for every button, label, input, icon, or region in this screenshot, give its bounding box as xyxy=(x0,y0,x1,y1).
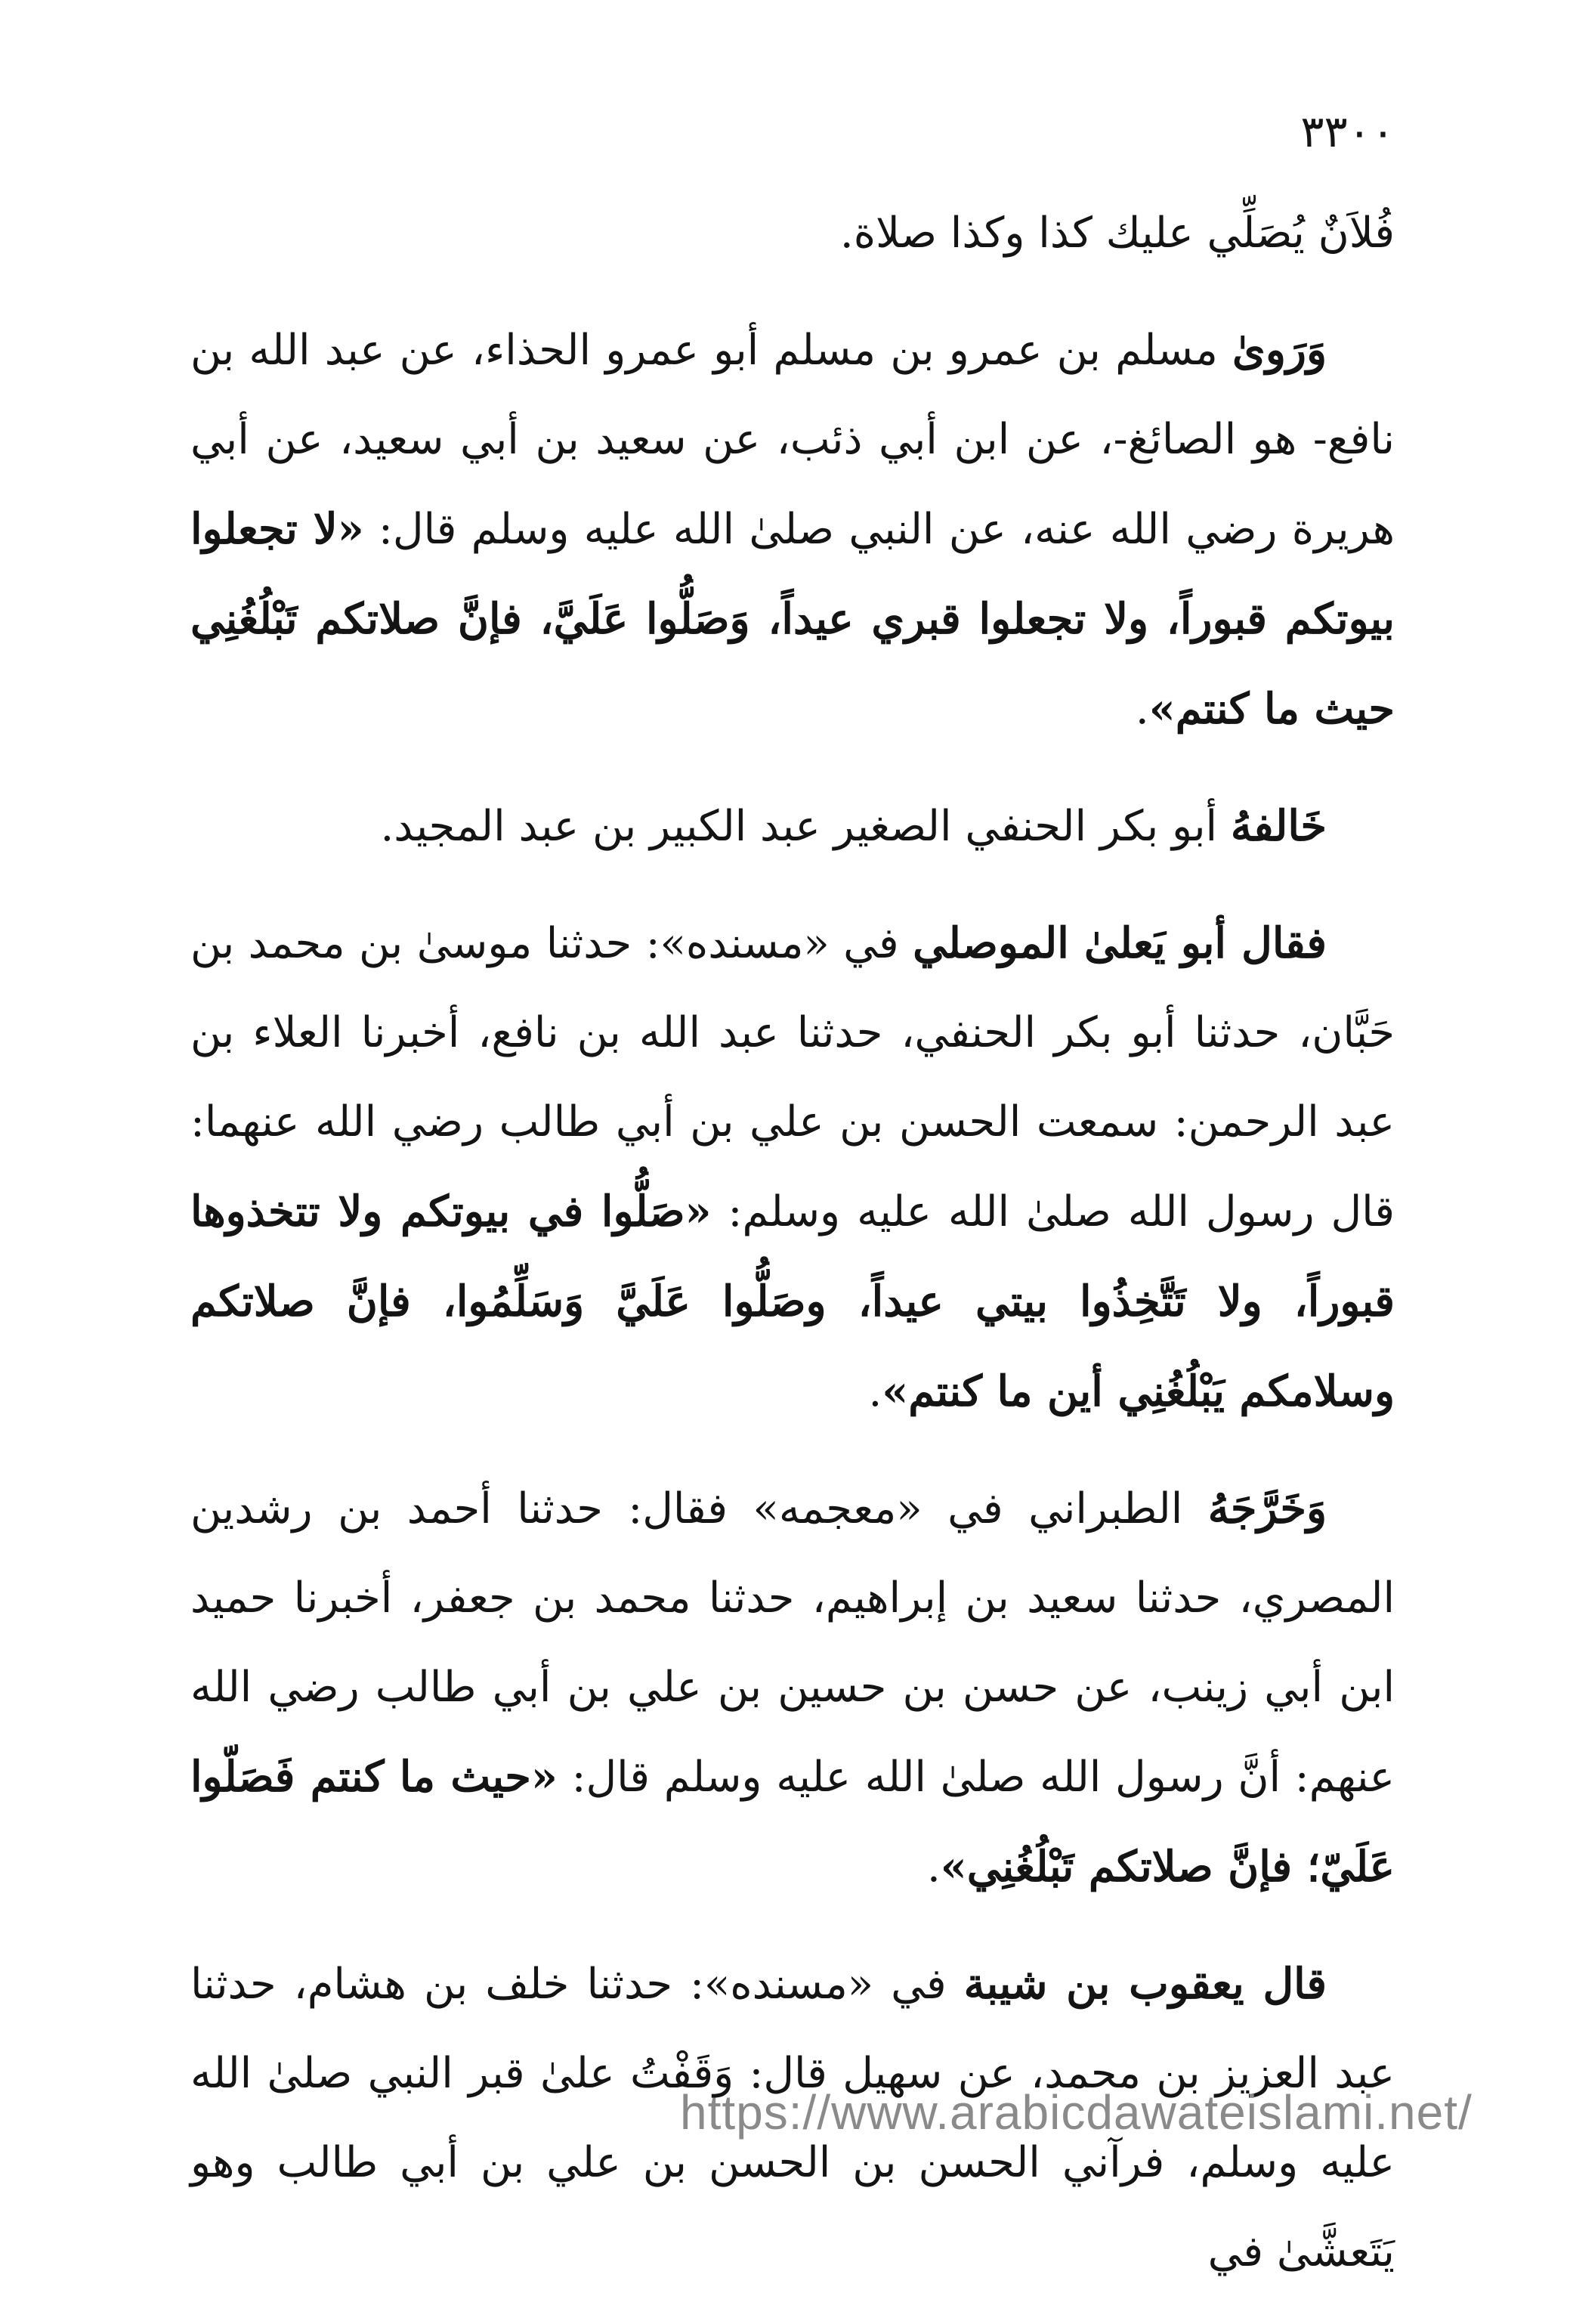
text-segment: الطبراني في «معجمه» فقال: حدثنا أحمد بن رشدين المصري، حدثنا سعيد بن إبراهيم، حدثنا محمد بن جعفر، أخبرنا حميد ابن أبي زينب، عن حسن بن حسين بن علي بن أبي طالب رضي الله عنهم: أنَّ رسول الله صلىٰ الله عليه وسلم قال: xyxy=(190,1484,1395,1802)
text-segment: فُلاَنٌ يُصَلِّي عليك كذا وكذا صلاة. xyxy=(839,209,1395,258)
text-segment: في «مسنده»: حدثنا خلف بن هشام، حدثنا عبد العزيز بن محمد، عن سهيل قال: وَقَفْتُ علىٰ قبر النبي صلىٰ الله عليه وسلم، فرآني الحسن بن الحسن بن علي بن أبي طالب وهو يَتَعشَّىٰ في xyxy=(190,1960,1395,2276)
bold-text-segment: «صَلُّوا في بيوتكم ولا تتخذوها قبوراً، ولا تَتَّخِذُوا بيتي عيداً، وصَلُّوا عَلَيَّ وَسَلِّمُوا، فإنَّ صلاتكم وسلامكم يَبْلُغُنِي أين ما كنتم» xyxy=(190,1187,1395,1416)
body-text xyxy=(190,189,1395,2324)
paragraph xyxy=(190,899,1395,1437)
bold-text-segment: وَرَوىٰ xyxy=(1232,325,1327,375)
text-segment: مسلم بن عمرو بن مسلم أبو عمرو الحذاء، عن عبد الله بن نافع- هو الصائغ-، عن ابن أبي ذئب، عن سعيد بن أبي سعيد، عن أبي هريرة رضي الله عنه، عن النبي صلىٰ الله عليه وسلم قال: xyxy=(190,326,1395,554)
footer-url[interactable]: https://www.arabicdawateislami.net/ xyxy=(680,2085,1473,2140)
text-segment: . xyxy=(868,1367,882,1416)
text-segment: أبو بكر الحنفي الصغير عبد الكبير بن عبد المجيد. xyxy=(380,802,1231,851)
bold-text-segment: قال يعقوب بن شيبة xyxy=(963,1959,1327,2009)
paragraph xyxy=(190,189,1395,278)
text-segment: . xyxy=(926,1843,941,1892)
bold-text-segment: وَخَرَّجَهُ xyxy=(1207,1484,1327,1533)
bold-text-segment: فقال أبو يَعلىٰ الموصلي xyxy=(913,918,1327,968)
text-segment: . xyxy=(1135,685,1149,734)
paragraph xyxy=(190,305,1395,754)
bold-text-segment: خَالفهُ xyxy=(1230,801,1327,851)
paragraph xyxy=(190,781,1395,871)
paragraph xyxy=(190,1464,1395,1912)
text-segment: في «مسنده»: حدثنا موسىٰ بن محمد بن حَبَّان، حدثنا أبو بكر الحنفي، حدثنا عبد الله بن نافع، أخبرنا العلاء بن عبد الرحمن: سمعت الحسن بن علي بن أبي طالب رضي الله عنهما: قال رسول الله صلىٰ الله عليه وسلم: xyxy=(190,919,1395,1236)
bold-text-segment: «حيث ما كنتم فَصَلّوا عَلَيّ؛ فإنَّ صلاتكم تَبْلُغُنِي» xyxy=(190,1752,1395,1892)
page-number: ٣٣٠٠ xyxy=(1300,106,1395,157)
bold-text-segment: «لا تجعلوا بيوتكم قبوراً، ولا تجعلوا قبري عيداً، وَصَلُّوا عَلَيَّ، فإنَّ صلاتكم تَبْلُغُنِي حيث ما كنتم» xyxy=(190,504,1395,734)
